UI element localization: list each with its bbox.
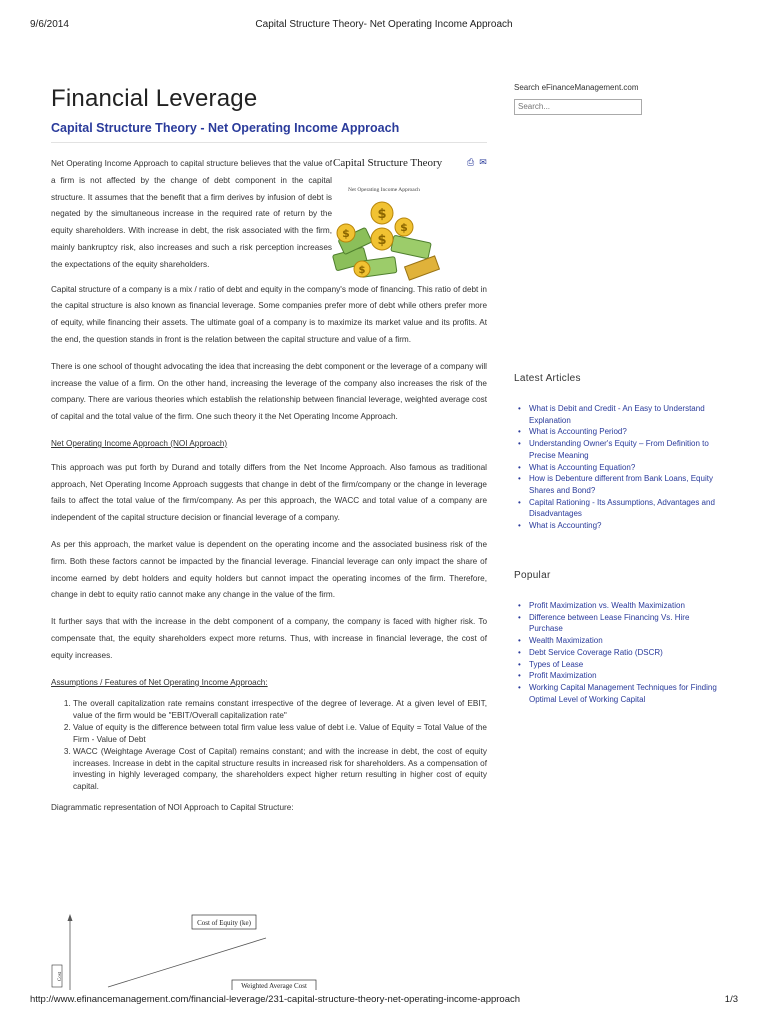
- list-item[interactable]: [514, 520, 724, 532]
- list-item[interactable]: [514, 473, 724, 496]
- popular-list: [514, 600, 724, 705]
- paragraph-durand: This approach was put forth by Durand and totally differs from the Net Income Approach. Also famous as traditional approach, Net Operating Income Approach suggests that change in debt of the firm/company or the change in leverage fails to affect the total value of the firm/company. As per this approach, the WACC and total value of a company are independent of the capital structure decision or financial leverage of a company.: [51, 462, 487, 523]
- subhead-assumptions: Assumptions / Features of Net Operating Income Approach:: [51, 677, 268, 687]
- list-item[interactable]: [514, 635, 724, 647]
- noi-diagram: [48, 910, 348, 990]
- figure-title: Capital Structure Theory: [333, 157, 443, 169]
- list-item[interactable]: [514, 659, 724, 671]
- diagram-caption: Diagrammatic representation of NOI Approach to Capital Structure:: [51, 803, 294, 813]
- print-header-date: 9/6/2014: [30, 19, 69, 30]
- subhead-noi-approach: Net Operating Income Approach (NOI Approach): [51, 438, 228, 448]
- paragraph-capital-structure: Capital structure of a company is a mix / ratio of debt and equity in the company's mode of financing. This ratio of debt in the capital structure is also known as financial leverage. Some companies prefer more of debt while others prefer more of equity, while financing their assets. The ultimate goal of a company is to maximize its market value and its profits. At the end, the question stands in front is the relation between the capital structure and value of a firm.: [51, 284, 487, 344]
- assumptions-list: [51, 698, 487, 792]
- latest-link[interactable]: What is Accounting Period?: [529, 427, 627, 437]
- latest-articles-title: Latest Articles: [514, 373, 581, 384]
- latest-link[interactable]: Understanding Owner's Equity – From Definition to Precise Meaning: [529, 439, 709, 460]
- popular-link[interactable]: Types of Lease: [529, 659, 584, 669]
- latest-link[interactable]: Capital Rationing - Its Assumptions, Advantages and Disadvantages: [529, 497, 715, 519]
- list-item[interactable]: [514, 426, 724, 438]
- svg-text:$: $: [377, 207, 387, 222]
- svg-text:$: $: [377, 233, 387, 248]
- site-section-title: Financial Leverage: [51, 85, 258, 112]
- popular-link[interactable]: Debt Service Coverage Ratio (DSCR): [529, 647, 663, 657]
- popular-link[interactable]: Difference between Lease Financing Vs. Hire Purchase: [529, 612, 690, 634]
- search-input[interactable]: [514, 99, 642, 115]
- list-item[interactable]: [514, 438, 724, 461]
- print-header-title: Capital Structure Theory- Net Operating Income Approach: [255, 19, 513, 30]
- popular-link[interactable]: Working Capital Management Techniques for Finding Optimal Level of Working Capital: [529, 682, 717, 704]
- paragraph-intro: Net Operating Income Approach to capital structure believes that the value of a firm is not affected by the change of debt component in the capital structure. It assumes that the benefit that a firm derives by infusion of debt is negated by the simultaneous increase in the required rate of return by the equity shareholders. With increase in debt, the risk associated with the firm, mainly bankruptcy risk, also increases and such a risk perception increases the expectations of the equity shareholders.: [51, 159, 332, 269]
- popular-title: Popular: [514, 570, 551, 581]
- popular-link[interactable]: Profit Maximization: [529, 671, 597, 681]
- latest-link[interactable]: What is Accounting?: [529, 521, 602, 531]
- list-item[interactable]: [514, 403, 724, 426]
- print-footer-url: http://www.efinancemanagement.com/financial-leverage/231-capital-structure-theory-net-operating-income-approach: [30, 994, 521, 1005]
- svg-text:$: $: [400, 221, 408, 234]
- print-icon[interactable]: ⎙: [467, 157, 475, 167]
- list-item[interactable]: [514, 600, 724, 612]
- sidebar: [514, 83, 724, 704]
- list-item: 3. WACC (Weightage Average Cost of Capital) remains constant; and with the increase in debt, the cost of equity increases. Increase in debt in the capital structure results in increased risk for shareholders. As a compensation of investing in highly leveraged company, the shareholders expect higher return resulting in higher cost of equity capital.: [73, 746, 487, 792]
- list-item[interactable]: [514, 682, 724, 705]
- title-divider: [51, 142, 487, 143]
- list-item: 2. Value of equity is the difference between total firm value less value of debt i.e. Value of Equity = Total Value of the Firm - Value of Debt: [73, 722, 487, 745]
- noi-diagram-chart: [48, 910, 348, 990]
- list-item: 1. The overall capitalization rate remains constant irrespective of the degree of leverage. At a given level of EBIT, value of the firm would be "EBIT/Overall capitalization rate": [73, 698, 487, 721]
- paragraph-higher-risk: It further says that with the increase in the debt component of a company, the company is faced with higher risk. To compensate that, the equity shareholders expect more returns. Thus, with increase in financial leverage, the cost of equity increases.: [51, 617, 487, 660]
- paragraph-market-value: As per this approach, the market value is dependent on the operating income and the associated business risk of the firm. Both these factors cannot be impacted by the financial leverage. Financial leverage can only impact the share of income earned by debt holders and equity holders but cannot impact the operating incomes of the firm. Therefore, change in debt to equity ratio cannot make any change in the value of the firm.: [51, 539, 487, 600]
- latest-link[interactable]: What is Accounting Equation?: [529, 462, 636, 472]
- latest-link[interactable]: How is Debenture different from Bank Loans, Equity Shares and Bond?: [529, 474, 713, 495]
- search-label: Search eFinanceManagement.com: [514, 83, 639, 92]
- list-item[interactable]: [514, 670, 724, 682]
- list-item[interactable]: [514, 497, 724, 520]
- popular-link[interactable]: Wealth Maximization: [529, 636, 603, 646]
- article-title[interactable]: Capital Structure Theory - Net Operating Income Approach: [51, 121, 400, 135]
- wacc-label: Weighted Average Cost: [241, 982, 307, 990]
- list-item[interactable]: [514, 612, 724, 635]
- latest-link[interactable]: What is Debit and Credit - An Easy to Understand Explanation: [529, 404, 705, 425]
- list-item[interactable]: [514, 647, 724, 659]
- svg-text:$: $: [342, 227, 350, 240]
- popular-link[interactable]: Profit Maximization vs. Wealth Maximization: [529, 601, 685, 610]
- print-footer-page: 1/3: [724, 994, 738, 1005]
- axis-label: Cost: [58, 971, 63, 981]
- latest-articles-list: [514, 403, 724, 532]
- article-body: [51, 156, 487, 817]
- cost-of-equity-label: Cost of Equity (ke): [197, 919, 251, 927]
- svg-text:$: $: [358, 265, 366, 276]
- figure-subtitle: Net Operating Income Approach: [348, 187, 420, 193]
- email-icon[interactable]: ✉: [479, 157, 487, 167]
- list-item[interactable]: [514, 462, 724, 474]
- paragraph-school-of-thought: There is one school of thought advocating the idea that increasing the debt component or the leverage of a company will increase the value of a firm. On the other hand, increasing the leverage of the company also increases the risk of the company. There are various theories which establish the relationship between financial leverage, weighted average cost of capital and the total value of the firm. One such theory it the Net Operating Income Approach.: [51, 361, 487, 422]
